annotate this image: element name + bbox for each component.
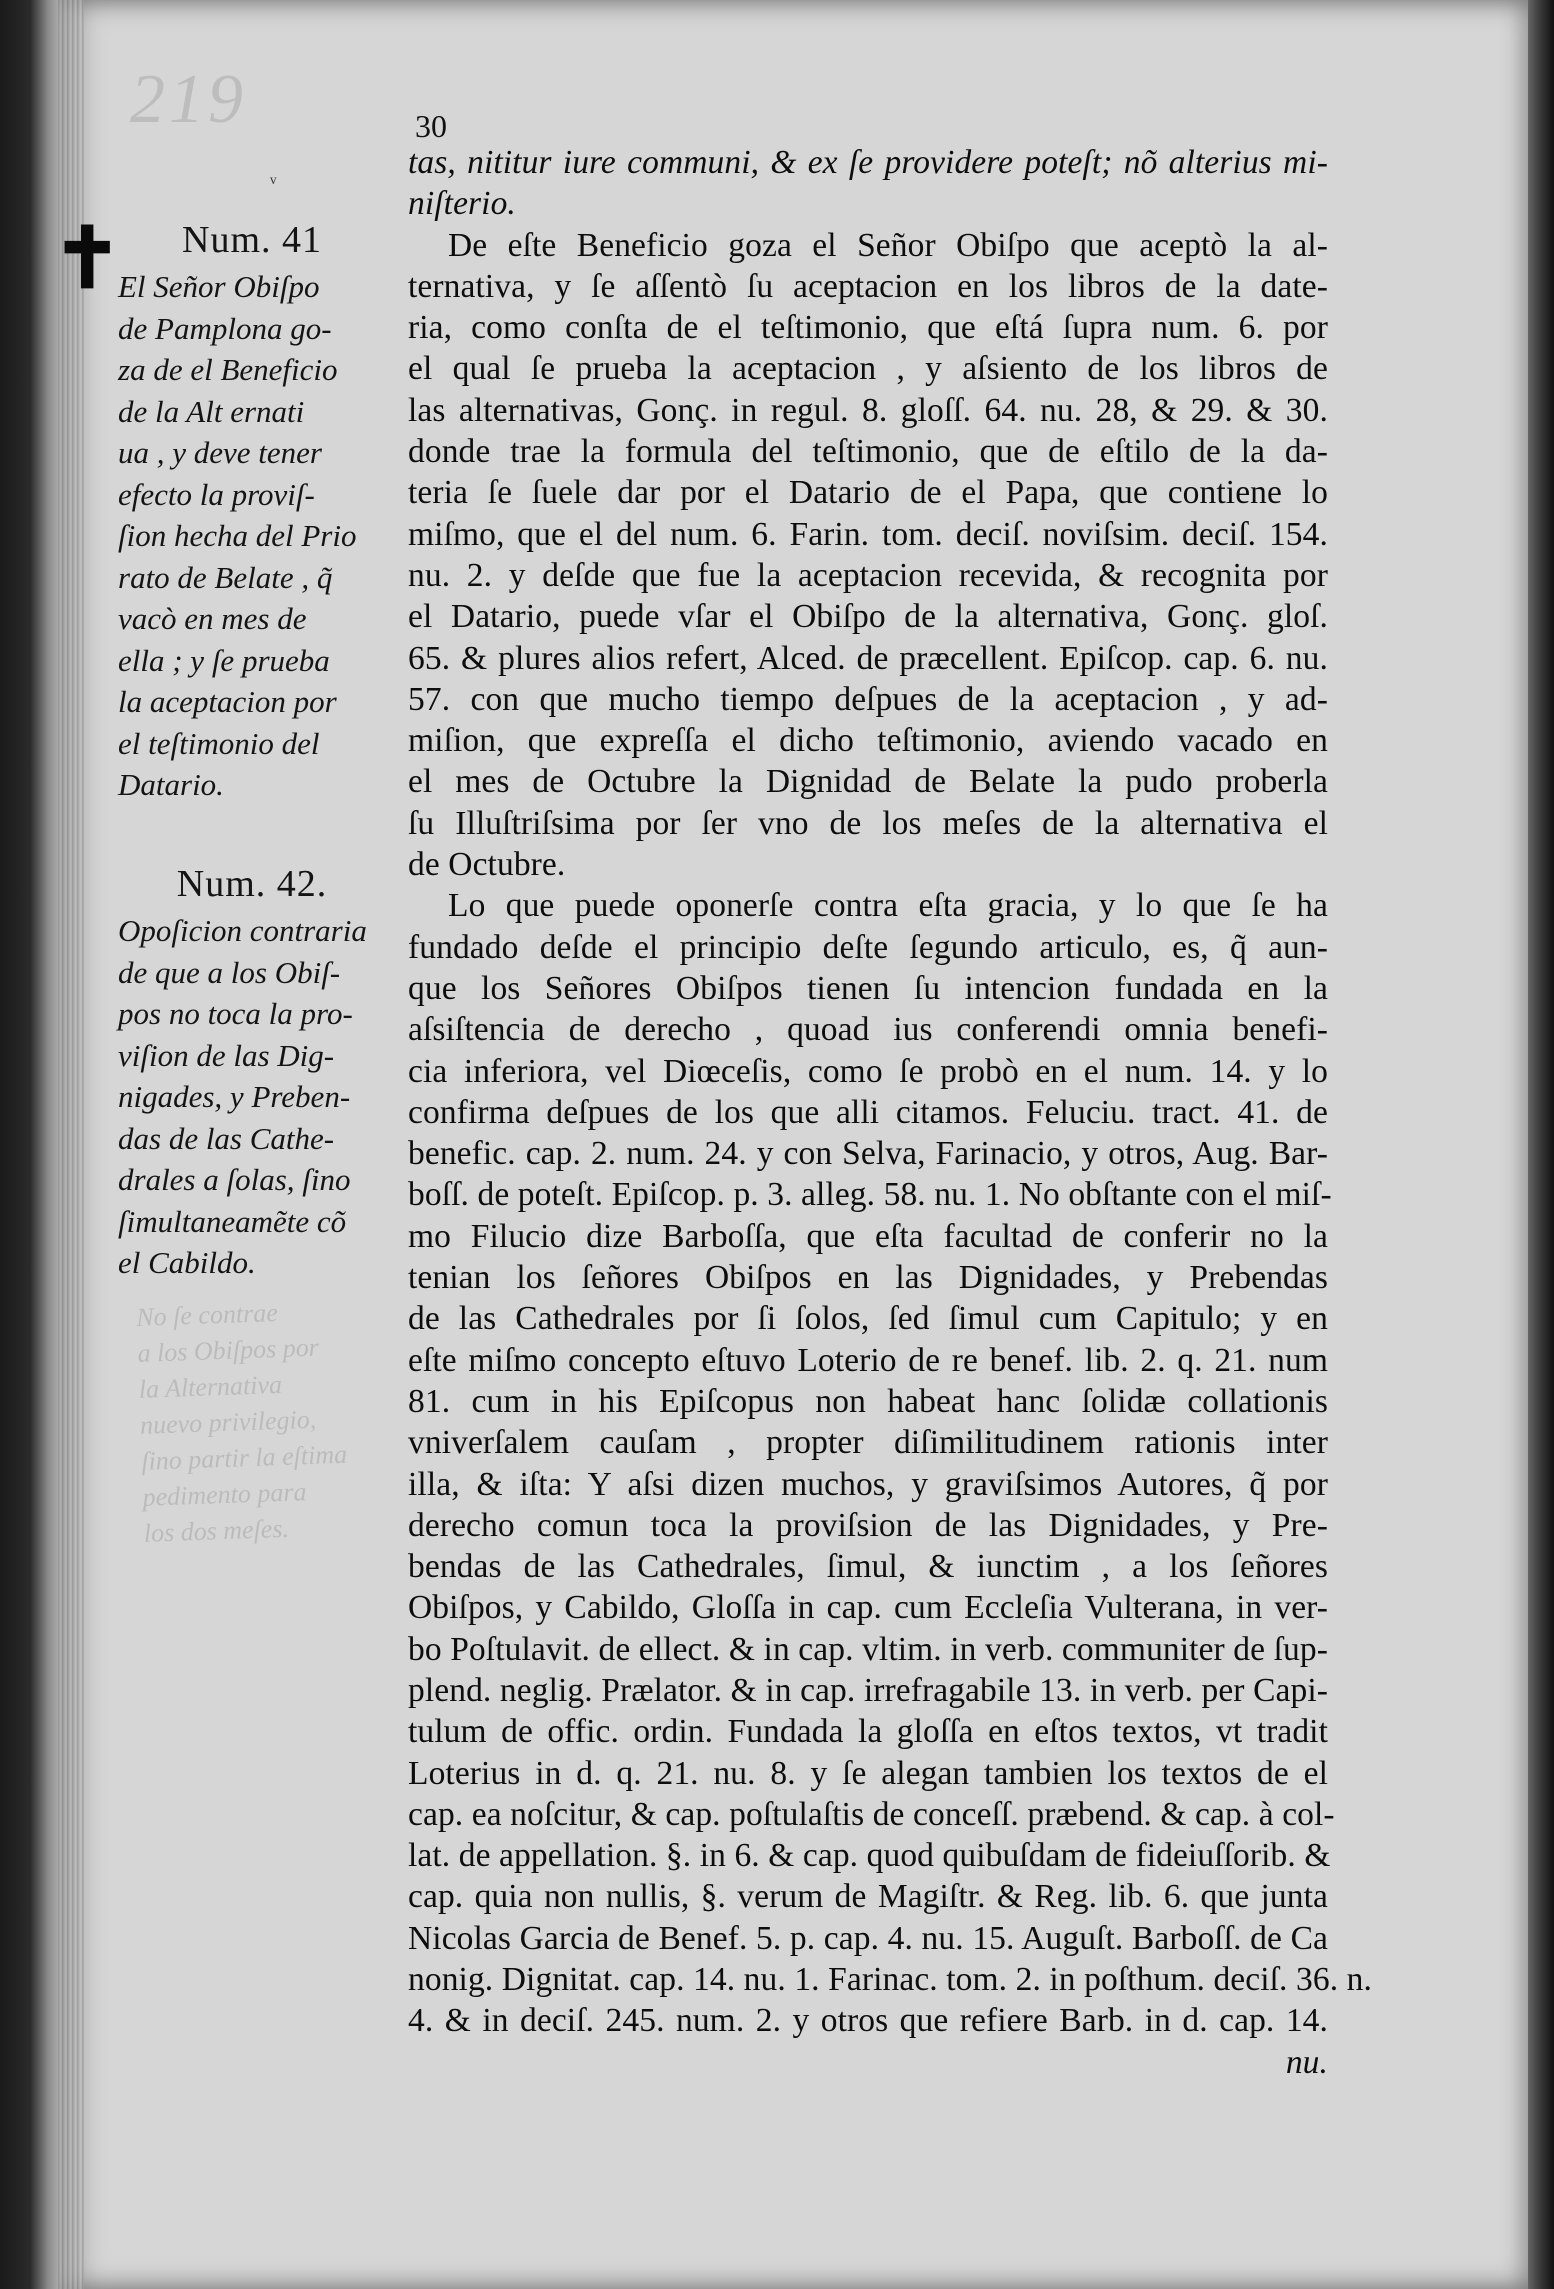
marginal-note-line: la aceptacion por bbox=[118, 684, 337, 719]
marginal-note-line: za de el Beneficio bbox=[118, 352, 338, 387]
text-line: ſu Illuſtriſsima por ſer vno de los meſes de la alternativa el bbox=[408, 804, 1328, 842]
text-line: niſterio. bbox=[408, 185, 516, 223]
bleed-through-line: pedimento para bbox=[142, 1477, 307, 1512]
marginal-note-line: de que a los Obiſ- bbox=[118, 954, 341, 990]
ghost-folio-number: 219 bbox=[130, 61, 247, 138]
text-line: nu. 2. y deſde que fue la aceptacion recevida, & recognita por bbox=[408, 556, 1328, 594]
text-line: confirma deſpues de los que alli citamos. Feluciu. tract. 41. de bbox=[408, 1093, 1328, 1131]
text-line: cap. ea noſcitur, & cap. poſtulaſtis de conceſſ. præbend. & cap. à col- bbox=[408, 1795, 1335, 1833]
text-line: ternativa, y ſe aſſentò ſu aceptacion en los libros de la date- bbox=[408, 267, 1328, 305]
text-line: cap. quia non nullis, §. verum de Magiſtr. & Reg. lib. 6. que junta bbox=[408, 1878, 1328, 1916]
text-line: lat. de appellation. §. in 6. & cap. quod quibuſdam de fideiuſſorib. & bbox=[408, 1837, 1331, 1875]
text-line: las alternativas, Gonç. in regul. 8. gloſſ. 64. nu. 28, & 29. & 30. bbox=[408, 391, 1328, 429]
page-gutter-edge bbox=[58, 0, 84, 2289]
text-line: 65. & plures alios refert, Alced. de præcellent. Epiſcop. cap. 6. nu. bbox=[408, 639, 1328, 677]
text-line: benefic. cap. 2. num. 24. y con Selva, Farinacio, y otros, Aug. Bar- bbox=[408, 1135, 1328, 1173]
marginal-note-line: vacò en mes de bbox=[118, 601, 307, 636]
marginal-note-line: nigades, y Preben- bbox=[118, 1079, 351, 1114]
bleed-through-line: la Alternativa bbox=[138, 1369, 283, 1404]
bleed-through-line: No ſe contrae bbox=[135, 1298, 279, 1332]
text-line: Obiſpos, y Cabildo, Gloſſa in cap. cum Eccleſia Vulterana, in ver- bbox=[408, 1589, 1328, 1627]
text-line: 81. cum in his Epiſcopus non habeat hanc ſolidæ collationis bbox=[408, 1382, 1328, 1420]
stray-ink-mark: ᵛ bbox=[270, 170, 277, 195]
text-line: ria, como conſta de el teſtimonio, que eſtá ſupra num. 6. por bbox=[408, 309, 1328, 347]
marginal-note-line: el Cabildo. bbox=[118, 1245, 256, 1280]
text-line: tas, nititur iure communi, & ex ſe providere poteſt; nõ alterius mi- bbox=[408, 144, 1328, 181]
bleed-through-line: a los Obiſpos por bbox=[137, 1332, 320, 1368]
text-line: el Datario, puede vſar el Obiſpo de la alternativa, Gonç. gloſ. bbox=[408, 598, 1328, 636]
text-line: 4. & in deciſ. 245. num. 2. y otros que refiere Barb. in d. cap. 14. bbox=[408, 2002, 1328, 2040]
text-line: boſſ. de poteſt. Epiſcop. p. 3. alleg. 58. nu. 1. No obſtante con el miſ- bbox=[408, 1176, 1332, 1214]
text-line: donde trae la formula del teſtimonio, que de eſtilo de la da- bbox=[408, 433, 1328, 471]
text-line: vniverſalem cauſam , propter diſimilitudinem rationis inter bbox=[408, 1424, 1328, 1462]
marginal-note-line: viſion de las Dig- bbox=[118, 1037, 335, 1073]
text-line: mo Filucio dize Barboſſa, que eſta facultad de conferir no la bbox=[408, 1217, 1328, 1255]
paragraph-start-line: De eſte Beneficio goza el Señor Obiſpo que aceptò la al- bbox=[448, 226, 1328, 264]
marginal-note-heading: Num. 42. bbox=[176, 863, 328, 905]
text-line: 57. con que mucho tiempo deſpues de la aceptacion , y ad- bbox=[408, 680, 1328, 718]
marginal-note-body bbox=[118, 266, 386, 806]
text-line: cia inferiora, vel Diœceſis, como ſe probò en el num. 14. y lo bbox=[408, 1052, 1328, 1090]
text-line: fundado deſde el principio deſte ſegundo articulo, es, q̃ aun- bbox=[408, 928, 1328, 966]
marginal-note-line: drales a ſolas, ſino bbox=[118, 1162, 351, 1197]
text-line: derecho comun toca la proviſsion de las Dignidades, y Pre- bbox=[408, 1506, 1328, 1544]
marginal-note-line: El Señor Obiſpo bbox=[118, 269, 320, 304]
marginal-note-line: efecto la proviſ- bbox=[118, 476, 315, 512]
marginal-note-line: rato de Belate , q̃ bbox=[118, 559, 333, 595]
text-line: nonig. Dignitat. cap. 14. nu. 1. Farinac. tom. 2. in poſthum. deciſ. 36. n. bbox=[408, 1961, 1372, 1999]
text-line: bendas de las Cathedrales, ſimul, & iunctim , a los ſeñores bbox=[408, 1548, 1328, 1586]
paragraph-start-line: Lo que puede oponerſe contra eſta gracia, y lo que ſe ha bbox=[448, 887, 1328, 925]
marginal-note-42 bbox=[118, 862, 386, 1284]
text-line: Loterius in d. q. 21. nu. 8. y ſe alegan tambien los textos de el bbox=[408, 1754, 1328, 1792]
text-line: que los Señores Obiſpos tienen ſu intencion fundada en la bbox=[408, 969, 1328, 1007]
text-line: el mes de Octubre la Dignidad de Belate la pudo proberla bbox=[408, 763, 1328, 801]
text-line: Nicolas Garcia de Benef. 5. p. cap. 4. nu. 15. Auguſt. Barboſſ. de Ca bbox=[408, 1919, 1328, 1957]
marginal-note-line: ella ; y ſe prueba bbox=[118, 642, 330, 678]
marginal-note-body bbox=[118, 910, 386, 1284]
marginal-note-line: pos no toca la pro- bbox=[118, 996, 353, 1031]
bleed-through-line: los dos meſes. bbox=[143, 1513, 290, 1548]
marginal-note-line: das de las Cathe- bbox=[118, 1120, 335, 1156]
marginal-note-line: ſimultaneamẽte cõ bbox=[118, 1203, 347, 1239]
folio-number: 30 bbox=[415, 108, 447, 144]
bleed-through-text bbox=[136, 1290, 425, 1552]
text-line: eſte miſmo concepto eſtuvo Loterio de re benef. lib. 2. q. 21. num bbox=[408, 1341, 1328, 1379]
marginal-note-line: Datario. bbox=[118, 767, 224, 802]
cross-icon: ✝ bbox=[52, 213, 123, 306]
marginal-note-line: Opoſicion contraria bbox=[118, 913, 367, 948]
text-line: miſion, que expreſſa el dicho teſtimonio, aviendo vacado en bbox=[408, 722, 1328, 760]
marginal-note-line: ſion hecha del Prio bbox=[118, 518, 357, 553]
text-line: tenian los ſeñores Obiſpos en las Dignidades, y Prebendas bbox=[408, 1259, 1328, 1297]
bleed-through-line: ſino partir la eſtima bbox=[140, 1439, 348, 1476]
marginal-note-heading: Num. 41 bbox=[182, 219, 322, 261]
marginal-note-line: de Pamplona go- bbox=[118, 310, 332, 346]
marginal-note-line: ua , y deve tener bbox=[118, 435, 322, 470]
text-line: tulum de offic. ordin. Fundada la gloſſa en eſtos textos, vt tradit bbox=[408, 1713, 1328, 1751]
marginal-note-line: el teſtimonio del bbox=[118, 725, 320, 761]
text-line: de Octubre. bbox=[408, 846, 566, 884]
text-line: plend. neglig. Prælator. & in cap. irrefragabile 13. in verb. per Capi- bbox=[408, 1671, 1328, 1709]
text-line: el qual ſe prueba la aceptacion , y aſsiento de los libros de bbox=[408, 350, 1328, 388]
text-line: miſmo, que el del num. 6. Farin. tom. deciſ. noviſsim. deciſ. 154. bbox=[408, 515, 1328, 553]
bleed-through-line: nuevo privilegio, bbox=[139, 1404, 317, 1440]
marginal-note-41 bbox=[118, 218, 386, 806]
main-text-column bbox=[408, 142, 1372, 2083]
marginal-note-line: de la Alt ernati bbox=[118, 393, 305, 429]
text-line: teria ſe ſuele dar por el Datario de el Papa, que contiene lo bbox=[408, 474, 1328, 512]
text-line: de las Cathedrales por ſi ſolos, ſed ſimul cum Capitulo; y en bbox=[408, 1300, 1328, 1338]
text-line: illa, & iſta: Y aſsi dizen muchos, y graviſsimos Autores, q̃ por bbox=[408, 1465, 1328, 1503]
text-line: bo Poſtulavit. de ellect. & in cap. vltim. in verb. communiter de ſup- bbox=[408, 1630, 1328, 1668]
catchword: nu. bbox=[1285, 2043, 1328, 2081]
text-line: aſsiſtencia de derecho , quoad ius conferendi omnia benefi- bbox=[408, 1011, 1328, 1049]
